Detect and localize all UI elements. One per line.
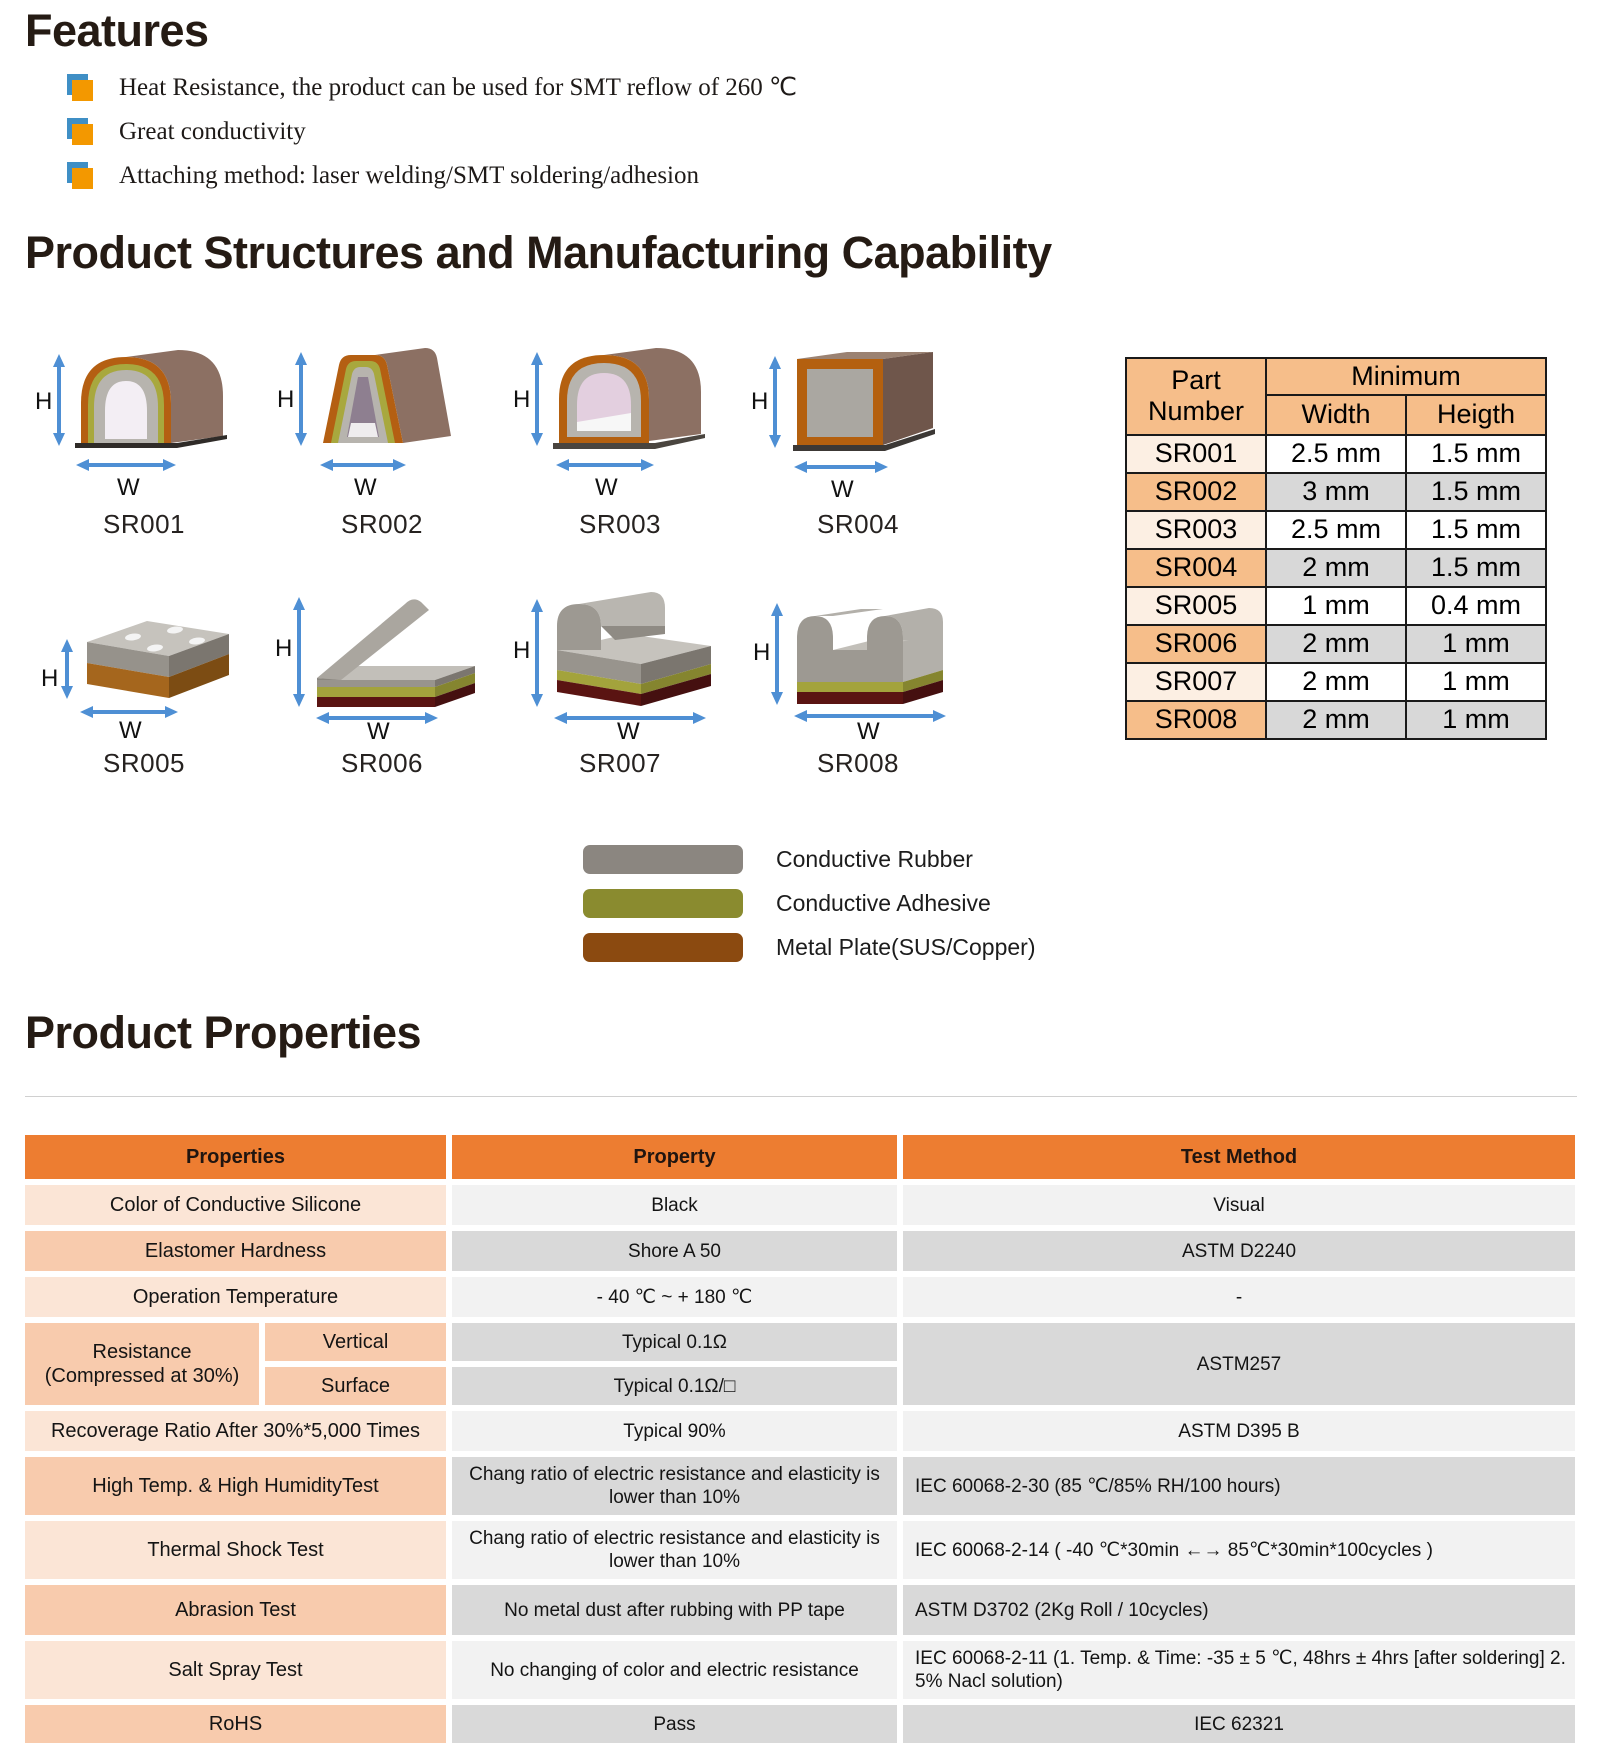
table-row: SR005 1 mm 0.4 mm xyxy=(1126,587,1546,625)
resistance-method: ASTM257 xyxy=(903,1323,1575,1405)
property-col-header: Property xyxy=(452,1135,897,1179)
sr004-profile-image xyxy=(739,325,977,500)
structures-content xyxy=(25,325,1575,779)
resistance-vertical-value: Typical 0.1Ω xyxy=(452,1323,897,1361)
structures-title: Product Structures and Manufacturing Capability xyxy=(25,227,1052,279)
table-row: SR008 2 mm 1 mm xyxy=(1126,701,1546,739)
width-header: Width xyxy=(1266,395,1406,435)
shape-label: SR008 xyxy=(817,747,899,778)
sr002-profile-image xyxy=(263,325,501,500)
row-value: Typical 90% xyxy=(452,1411,897,1451)
dim-w-label: W xyxy=(117,473,140,500)
shape-label: SR006 xyxy=(341,747,423,778)
feature-text: Heat Resistance, the product can be used for SMT reflow of 260 ℃ xyxy=(119,74,798,102)
shape-label: SR001 xyxy=(103,508,185,539)
row-label: High Temp. & High HumidityTest xyxy=(25,1457,446,1515)
dim-h-label: H xyxy=(513,385,531,413)
row-label: Thermal Shock Test xyxy=(25,1521,446,1579)
dim-h-label: H xyxy=(35,387,53,415)
conductive-adhesive-swatch xyxy=(583,889,743,918)
dim-h-label: H xyxy=(513,636,531,664)
conductive-rubber-swatch xyxy=(583,845,743,874)
section-divider xyxy=(25,1096,1577,1097)
shape-label: SR007 xyxy=(579,747,661,778)
shape-sr001 xyxy=(25,325,263,540)
shape-label: SR002 xyxy=(341,508,423,539)
sr003-profile-image xyxy=(501,325,739,500)
dim-w-label: W xyxy=(617,717,640,739)
table-row: SR003 2.5 mm 1.5 mm xyxy=(1126,511,1546,549)
shape-sr005 xyxy=(25,564,263,779)
row-label: Operation Temperature xyxy=(25,1277,446,1317)
square-bullet-icon xyxy=(67,74,97,104)
row-method: ASTM D395 B xyxy=(903,1411,1575,1451)
shape-label: SR005 xyxy=(103,747,185,778)
row-method: IEC 60068-2-30 (85 ℃/85% RH/100 hours) xyxy=(903,1457,1575,1515)
dim-h-label: H xyxy=(41,664,59,692)
feature-item xyxy=(67,160,1575,204)
sr005-profile-image xyxy=(25,564,263,739)
shape-label: SR004 xyxy=(817,508,899,539)
resistance-surface-label: Surface xyxy=(265,1367,446,1405)
square-bullet-icon xyxy=(67,118,97,148)
row-value: Black xyxy=(452,1185,897,1225)
legend-label: Conductive Rubber xyxy=(776,845,973,872)
legend-label: Conductive Adhesive xyxy=(776,889,991,916)
dim-h-label: H xyxy=(751,387,769,415)
shape-sr003 xyxy=(501,325,739,540)
dim-h-label: H xyxy=(277,385,295,413)
table-row: SR004 2 mm 1.5 mm xyxy=(1126,549,1546,587)
legend-item xyxy=(583,933,1575,962)
resistance-surface-value: Typical 0.1Ω/□ xyxy=(452,1367,897,1405)
shape-sr004 xyxy=(739,325,977,540)
shape-sr008 xyxy=(739,564,977,779)
table-row: SR006 2 mm 1 mm xyxy=(1126,625,1546,663)
table-row: SR002 3 mm 1.5 mm xyxy=(1126,473,1546,511)
sr006-profile-image xyxy=(263,564,501,739)
row-method: ASTM D2240 xyxy=(903,1231,1575,1271)
row-label: Abrasion Test xyxy=(25,1585,446,1635)
minimum-header: Minimum xyxy=(1266,358,1546,395)
part-size-table xyxy=(1125,357,1547,740)
shapes-grid xyxy=(25,325,977,779)
material-legend xyxy=(583,845,1575,962)
sr008-profile-image xyxy=(739,564,977,739)
dim-w-label: W xyxy=(354,473,377,500)
feature-text: Great conductivity xyxy=(119,118,306,146)
features-list xyxy=(67,72,1575,204)
row-label: Elastomer Hardness xyxy=(25,1231,446,1271)
dim-h-label: H xyxy=(753,638,771,666)
table-row: SR001 2.5 mm 1.5 mm xyxy=(1126,435,1546,473)
dim-h-label: H xyxy=(275,634,293,662)
sr001-profile-image xyxy=(25,325,263,500)
row-method: IEC 60068-2-14 ( -40 ℃*30min ←→ 85℃*30min*100cycles ) xyxy=(903,1521,1575,1579)
row-value: - 40 ℃ ~ + 180 ℃ xyxy=(452,1277,897,1317)
row-label: RoHS xyxy=(25,1705,446,1743)
resistance-vertical-label: Vertical xyxy=(265,1323,446,1361)
row-value: Chang ratio of electric resistance and elasticity is lower than 10% xyxy=(452,1521,897,1579)
legend-label: Metal Plate(SUS/Copper) xyxy=(776,933,1036,960)
square-bullet-icon xyxy=(67,162,97,192)
shape-sr006 xyxy=(263,564,501,779)
row-label: Recoverage Ratio After 30%*5,000 Times xyxy=(25,1411,446,1451)
properties-title: Product Properties xyxy=(25,1006,422,1058)
resistance-label: Resistance (Compressed at 30%) xyxy=(25,1323,259,1405)
row-value: No metal dust after rubbing with PP tape xyxy=(452,1585,897,1635)
dim-w-label: W xyxy=(857,717,880,739)
feature-item xyxy=(67,72,1575,116)
height-header: Heigth xyxy=(1406,395,1546,435)
feature-item xyxy=(67,116,1575,160)
row-method: Visual xyxy=(903,1185,1575,1225)
row-value: Chang ratio of electric resistance and elasticity is lower than 10% xyxy=(452,1457,897,1515)
shape-sr002 xyxy=(263,325,501,540)
row-label: Salt Spray Test xyxy=(25,1641,446,1699)
row-method: IEC 60068-2-11 (1. Temp. & Time: -35 ± 5 ℃, 48hrs ± 4hrs [after soldering] 2. 5% Nacl solution) xyxy=(903,1641,1575,1699)
row-method: IEC 62321 xyxy=(903,1705,1575,1743)
metal-plate-swatch xyxy=(583,933,743,962)
feature-text: Attaching method: laser welding/SMT soldering/adhesion xyxy=(119,162,700,190)
dim-w-label: W xyxy=(595,473,618,500)
sr007-profile-image xyxy=(501,564,739,739)
table-row: SR007 2 mm 1 mm xyxy=(1126,663,1546,701)
row-method: ASTM D3702 (2Kg Roll / 10cycles) xyxy=(903,1585,1575,1635)
part-number-header: Part Number xyxy=(1126,358,1266,435)
features-title: Features xyxy=(25,5,209,56)
properties-col-header: Properties xyxy=(25,1135,446,1179)
shape-label: SR003 xyxy=(579,508,661,539)
row-value: No changing of color and electric resistance xyxy=(452,1641,897,1699)
row-label: Color of Conductive Silicone xyxy=(25,1185,446,1225)
shape-sr007 xyxy=(501,564,739,779)
part-size-table-wrap xyxy=(1125,357,1547,779)
properties-table xyxy=(25,1135,1575,1743)
row-value: Pass xyxy=(452,1705,897,1743)
dim-w-label: W xyxy=(831,475,854,500)
dim-w-label: W xyxy=(119,716,142,739)
dim-w-label: W xyxy=(367,717,390,739)
test-method-col-header: Test Method xyxy=(903,1135,1575,1179)
row-method: - xyxy=(903,1277,1575,1317)
legend-item xyxy=(583,889,1575,918)
row-value: Shore A 50 xyxy=(452,1231,897,1271)
legend-item xyxy=(583,845,1575,874)
